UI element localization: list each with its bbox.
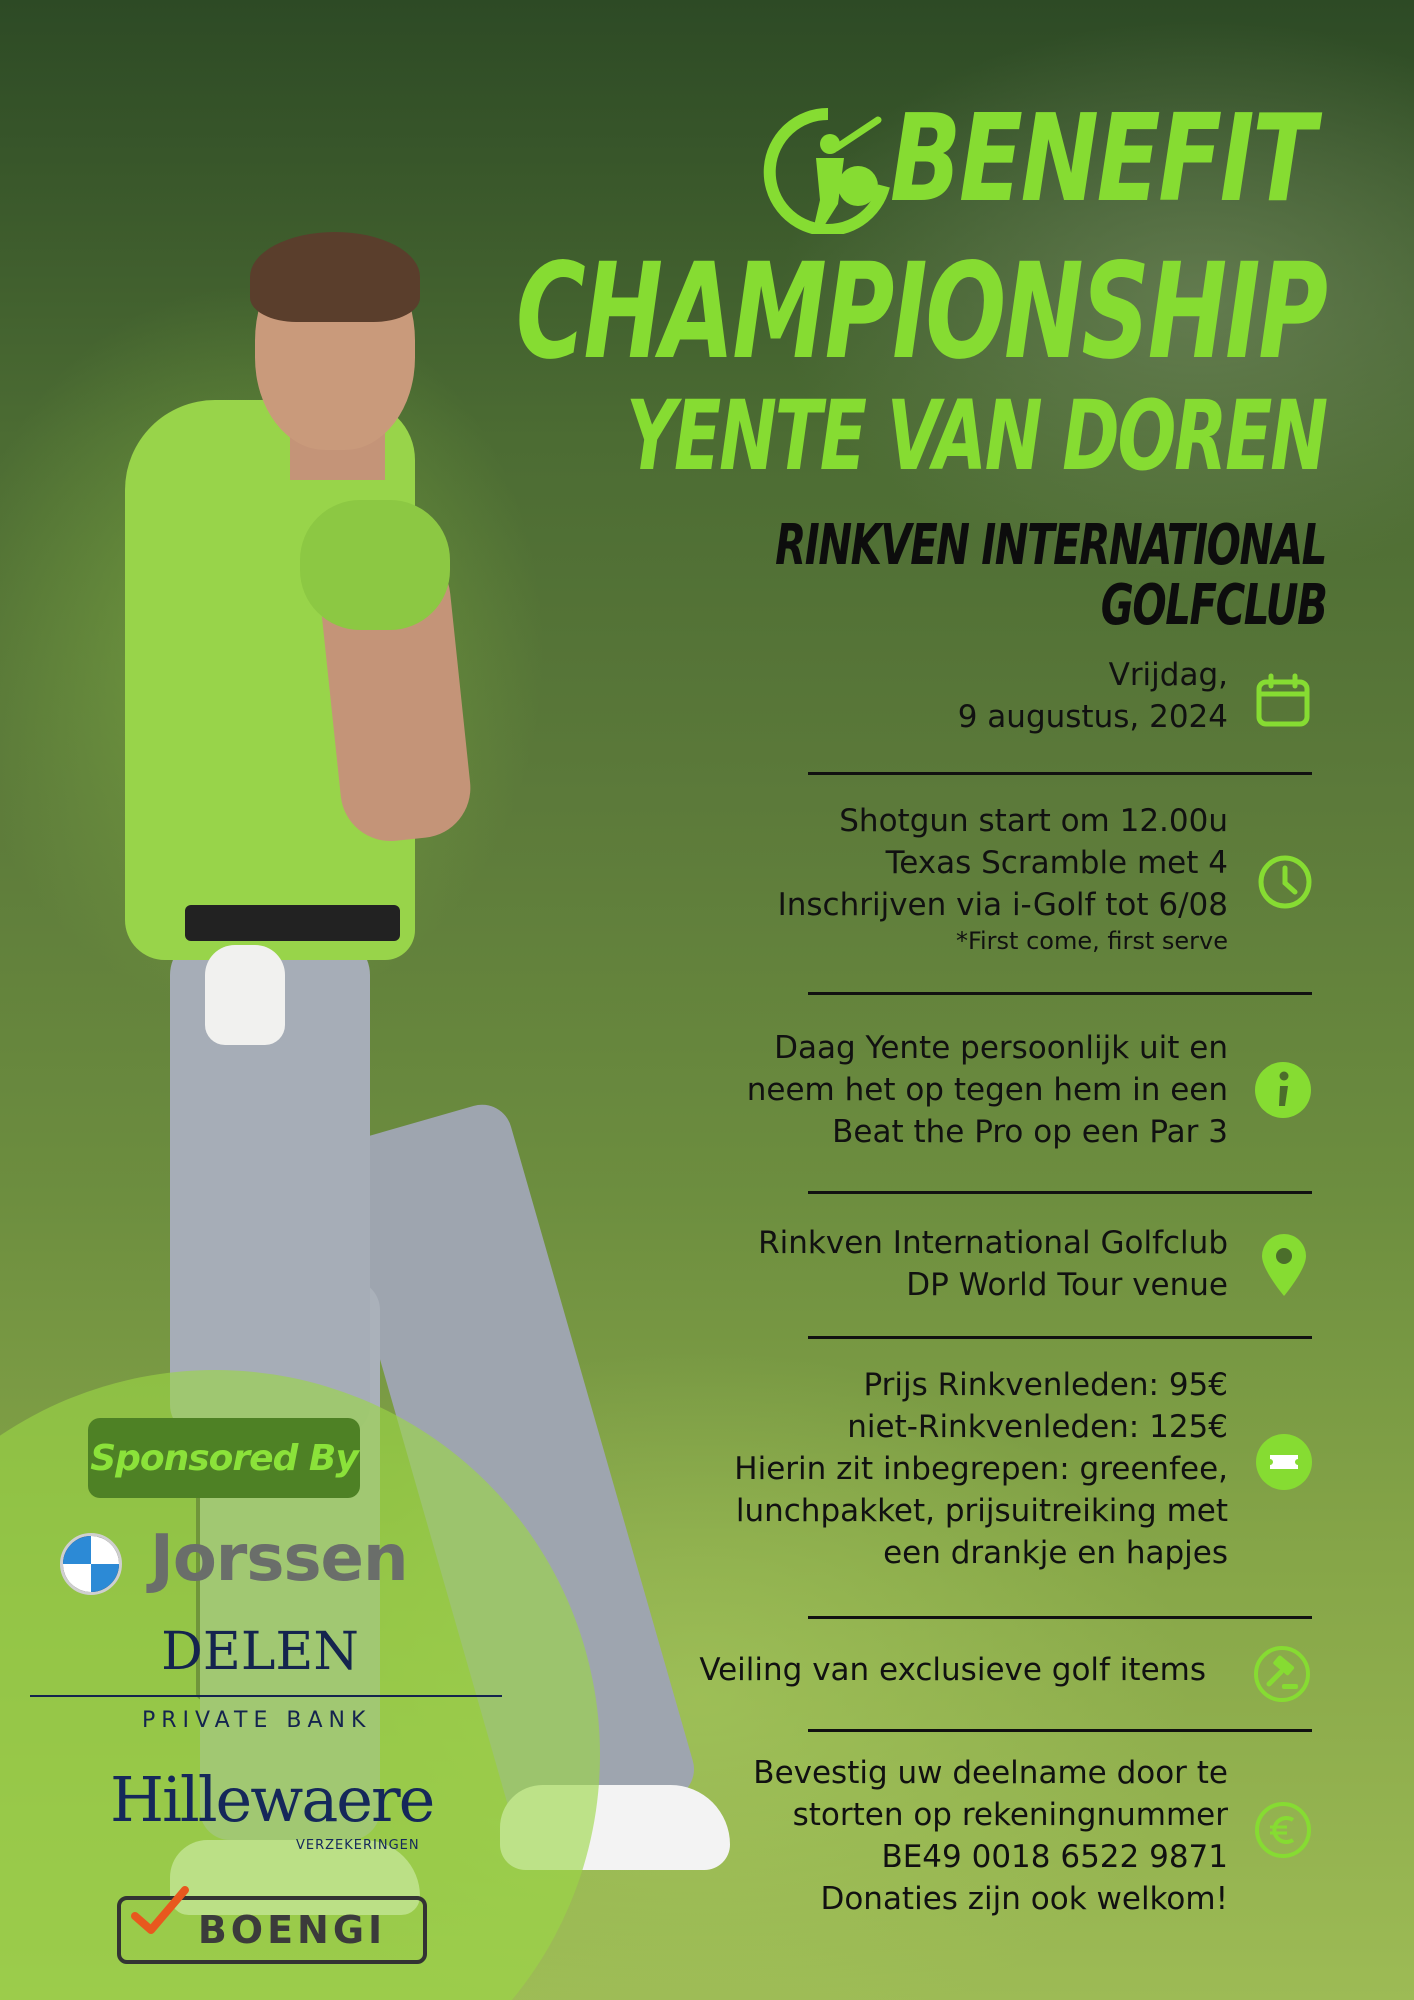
location-line: DP World Tour venue bbox=[906, 1267, 1228, 1303]
schedule-line: Texas Scramble met 4 bbox=[885, 845, 1228, 881]
location-line: Rinkven International Golfclub bbox=[758, 1225, 1228, 1261]
title-player-name: YENTE VAN DOREN bbox=[626, 380, 1326, 492]
payment-line: Bevestig uw deelname door te bbox=[753, 1755, 1228, 1791]
section-divider bbox=[808, 1336, 1312, 1339]
check-mark-icon bbox=[129, 1882, 189, 1942]
section-divider bbox=[808, 1729, 1312, 1732]
date-block bbox=[958, 654, 1228, 738]
hillewaere-subtitle: VERZEKERINGEN bbox=[296, 1838, 420, 1853]
section-divider bbox=[808, 1191, 1312, 1194]
pricing-line: een drankje en hapjes bbox=[883, 1535, 1228, 1571]
calendar-icon bbox=[1253, 672, 1313, 732]
hillewaere-logo: Hillewaere bbox=[110, 1763, 434, 1836]
section-divider bbox=[808, 1616, 1312, 1619]
gavel-icon bbox=[1252, 1644, 1312, 1704]
pricing-line: lunchpakket, prijsuitreiking met bbox=[735, 1493, 1228, 1529]
delen-divider bbox=[30, 1695, 502, 1697]
title-championship: CHAMPIONSHIP bbox=[516, 235, 1326, 389]
boengi-label: BOENGI bbox=[197, 1908, 387, 1952]
golfer-sleeve bbox=[300, 500, 450, 630]
challenge-line: neem het op tegen hem in een bbox=[746, 1072, 1228, 1108]
golfer-logo-icon bbox=[758, 108, 890, 234]
payment-line: storten op rekeningnummer bbox=[792, 1797, 1228, 1833]
location-block bbox=[758, 1222, 1228, 1306]
auction-line: Veiling van exclusieve golf items bbox=[699, 1652, 1206, 1688]
schedule-block bbox=[778, 800, 1228, 956]
delen-logo: DELEN bbox=[161, 1622, 359, 1682]
golfer-hair bbox=[250, 232, 420, 322]
challenge-block bbox=[747, 1027, 1228, 1153]
sponsored-by-badge bbox=[88, 1418, 360, 1498]
venue-heading-line1: RINKVEN INTERNATIONAL bbox=[775, 513, 1326, 578]
venue-heading-line2: GOLFCLUB bbox=[1100, 573, 1326, 638]
bmw-logo-icon bbox=[60, 1533, 122, 1595]
pricing-line: Hierin zit inbegrepen: greenfee, bbox=[734, 1451, 1228, 1487]
payment-line: Donaties zijn ook welkom! bbox=[820, 1881, 1228, 1917]
challenge-line: Daag Yente persoonlijk uit en bbox=[774, 1030, 1228, 1066]
date-line: 9 augustus, 2024 bbox=[957, 699, 1228, 735]
jorssen-logo: Jorssen bbox=[150, 1522, 408, 1596]
section-divider bbox=[808, 992, 1312, 995]
date-line: Vrijdag, bbox=[1108, 657, 1228, 693]
euro-icon bbox=[1253, 1800, 1313, 1860]
clock-icon bbox=[1255, 852, 1315, 912]
pricing-line: niet-Rinkvenleden: 125€ bbox=[847, 1409, 1228, 1445]
ticket-icon bbox=[1254, 1432, 1314, 1492]
auction-block bbox=[699, 1649, 1206, 1691]
sponsored-by-label: Sponsored By bbox=[90, 1437, 358, 1479]
info-icon bbox=[1253, 1060, 1313, 1120]
golfer-belt bbox=[185, 905, 400, 941]
location-pin-icon bbox=[1254, 1234, 1314, 1298]
section-divider bbox=[808, 772, 1312, 775]
delen-subtitle: PRIVATE BANK bbox=[142, 1708, 372, 1733]
pricing-block bbox=[734, 1364, 1228, 1574]
payment-block bbox=[753, 1752, 1228, 1920]
schedule-line: Inschrijven via i-Golf tot 6/08 bbox=[777, 887, 1228, 923]
boengi-logo bbox=[117, 1896, 427, 1964]
title-benefit: BENEFIT bbox=[890, 90, 1314, 229]
pricing-line: Prijs Rinkvenleden: 95€ bbox=[863, 1367, 1228, 1403]
payment-line: BE49 0018 6522 9871 bbox=[881, 1839, 1228, 1875]
golf-glove bbox=[205, 945, 285, 1045]
challenge-line: Beat the Pro op een Par 3 bbox=[832, 1114, 1228, 1150]
schedule-line: Shotgun start om 12.00u bbox=[839, 803, 1228, 839]
schedule-note: *First come, first serve bbox=[955, 927, 1228, 955]
